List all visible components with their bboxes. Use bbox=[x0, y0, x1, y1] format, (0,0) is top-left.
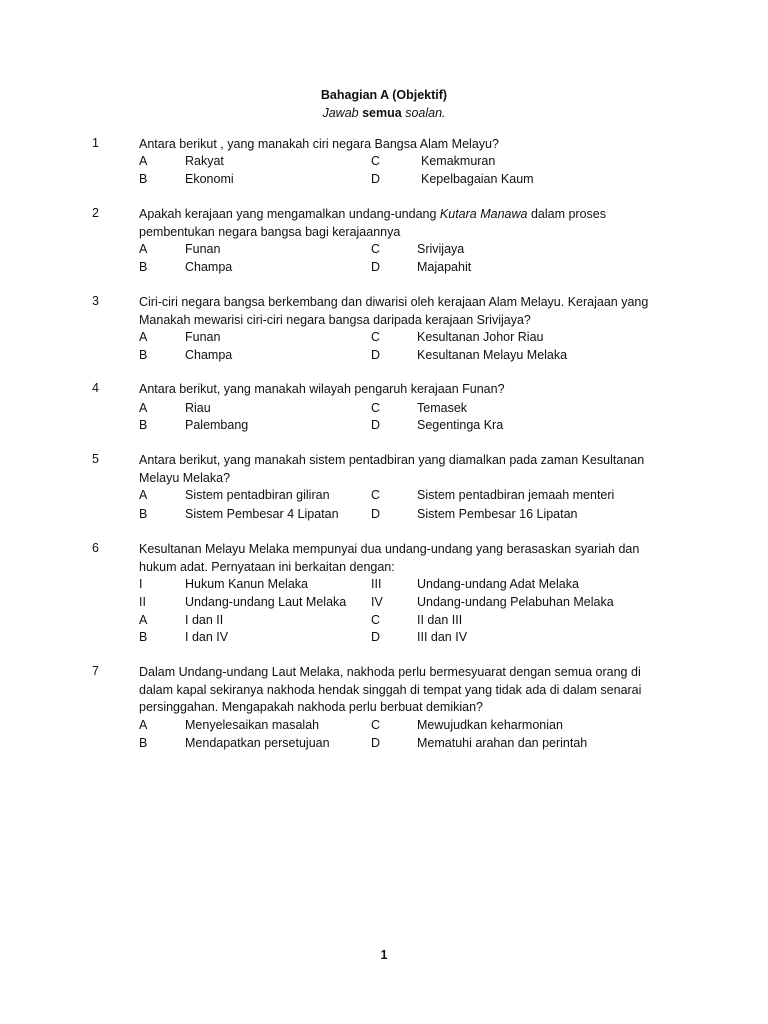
question-number: 1 bbox=[92, 136, 99, 150]
option-text: Hukum Kanun Melaka bbox=[185, 577, 308, 591]
stem-line: Dalam Undang-undang Laut Melaka, nakhoda perlu bermesyuarat dengan semua orang di bbox=[139, 665, 641, 679]
option-key: D bbox=[371, 418, 381, 432]
option-text: Majapahit bbox=[417, 260, 472, 274]
option-key: B bbox=[139, 418, 148, 432]
question-stem bbox=[139, 381, 679, 399]
option-key: B bbox=[139, 260, 148, 274]
option-row bbox=[0, 486, 768, 504]
option-key: II bbox=[139, 595, 146, 609]
option-row bbox=[0, 575, 768, 593]
option-key: A bbox=[139, 488, 148, 502]
question-number: 7 bbox=[92, 664, 99, 678]
option-key: D bbox=[371, 172, 381, 186]
option-key: A bbox=[139, 242, 148, 256]
option-text: Sistem Pembesar 16 Lipatan bbox=[417, 507, 578, 521]
option-text: Mewujudkan keharmonian bbox=[417, 718, 563, 732]
stem-line: dalam kapal sekiranya nakhoda hendak singgah di tempat yang tidak ada di dalam senarai bbox=[139, 682, 642, 697]
option-text: II dan III bbox=[417, 613, 463, 627]
option-text: Kesultanan Johor Riau bbox=[417, 330, 544, 344]
option-text: Funan bbox=[185, 330, 221, 344]
section-header bbox=[0, 86, 768, 122]
option-text: Ekonomi bbox=[185, 172, 234, 186]
option-text: Undang-undang Laut Melaka bbox=[185, 595, 347, 609]
option-key: B bbox=[139, 348, 148, 362]
stem-line: pembentukan negara bangsa bagi kerajaannya bbox=[139, 224, 401, 239]
option-key: B bbox=[139, 630, 148, 644]
stem-line: Antara berikut, yang manakah sistem pentadbiran yang diamalkan pada zaman Kesultanan bbox=[139, 453, 645, 467]
option-row bbox=[0, 328, 768, 346]
stem-line: hukum adat. Pernyataan ini berkaitan dengan: bbox=[139, 559, 395, 574]
option-row bbox=[0, 734, 768, 752]
question-stem bbox=[139, 452, 699, 487]
option-text: Champa bbox=[185, 260, 233, 274]
option-text: Temasek bbox=[417, 401, 468, 415]
stem-text: Apakah kerajaan yang mengamalkan undang-undang bbox=[139, 207, 440, 221]
option-text: I dan II bbox=[185, 613, 224, 627]
option-row bbox=[0, 505, 768, 523]
question-stem bbox=[139, 206, 679, 241]
question-stem bbox=[139, 294, 699, 329]
option-key: A bbox=[139, 330, 148, 344]
option-key: D bbox=[371, 348, 381, 362]
option-key: IV bbox=[371, 595, 383, 609]
option-row bbox=[0, 240, 768, 258]
option-row bbox=[0, 258, 768, 276]
stem-italic-term: Kutara Manawa bbox=[439, 207, 528, 221]
option-text: Champa bbox=[185, 348, 233, 362]
stem-line: Melayu Melaka? bbox=[139, 470, 231, 485]
option-row bbox=[0, 593, 768, 611]
question-number: 6 bbox=[92, 541, 99, 555]
stem-line: Antara berikut, yang manakah wilayah pengaruh kerajaan Funan? bbox=[139, 382, 505, 396]
option-key: C bbox=[371, 488, 381, 502]
option-key: C bbox=[371, 401, 381, 415]
option-text: III dan IV bbox=[417, 630, 468, 644]
option-key: A bbox=[139, 401, 148, 415]
option-text: Segentinga Kra bbox=[417, 418, 504, 432]
option-row bbox=[0, 399, 768, 417]
option-key: B bbox=[139, 507, 148, 521]
option-key: C bbox=[371, 718, 381, 732]
stem-line: Kesultanan Melayu Melaka mempunyai dua undang-undang yang berasaskan syariah dan bbox=[139, 542, 640, 556]
option-text: Kesultanan Melayu Melaka bbox=[417, 348, 568, 362]
option-key: D bbox=[371, 260, 381, 274]
option-key: C bbox=[371, 613, 381, 627]
option-key: D bbox=[371, 507, 381, 521]
stem-line: Manakah mewarisi ciri-ciri negara bangsa daripada kerajaan Srivijaya? bbox=[139, 312, 531, 327]
option-key: B bbox=[139, 172, 148, 186]
stem-text: dalam proses bbox=[527, 207, 606, 221]
question-number: 4 bbox=[92, 381, 99, 395]
option-text: Srivijaya bbox=[417, 242, 465, 256]
option-text: Kemakmuran bbox=[421, 154, 496, 168]
option-row bbox=[0, 170, 768, 188]
option-text: Rakyat bbox=[185, 154, 224, 168]
stem-line: Antara berikut , yang manakah ciri negara Bangsa Alam Melayu? bbox=[139, 137, 499, 151]
option-text: Kepelbagaian Kaum bbox=[421, 172, 534, 186]
option-row bbox=[0, 346, 768, 364]
option-text: Palembang bbox=[185, 418, 249, 432]
question-number: 2 bbox=[92, 206, 99, 220]
option-key: C bbox=[371, 242, 381, 256]
question-stem bbox=[139, 136, 679, 154]
option-text: Menyelesaikan masalah bbox=[185, 718, 320, 732]
instruction-bold: semua bbox=[362, 106, 402, 120]
option-row bbox=[0, 611, 768, 629]
option-key: C bbox=[371, 154, 381, 168]
option-key: III bbox=[371, 577, 382, 591]
option-key: I bbox=[139, 577, 143, 591]
question-stem bbox=[139, 664, 699, 717]
option-key: D bbox=[371, 736, 381, 750]
option-text: Undang-undang Pelabuhan Melaka bbox=[417, 595, 614, 609]
section-title: Bahagian A (Objektif) bbox=[320, 88, 448, 102]
option-text: I dan IV bbox=[185, 630, 229, 644]
option-text: Mendapatkan persetujuan bbox=[185, 736, 330, 750]
option-key: A bbox=[139, 613, 148, 627]
stem-line: Ciri-ciri negara bangsa berkembang dan diwarisi oleh kerajaan Alam Melayu. Kerajaan yang bbox=[139, 295, 649, 309]
stem-line: persinggahan. Mengapakah nakhoda perlu berbuat demikian? bbox=[139, 700, 484, 714]
option-text: Funan bbox=[185, 242, 221, 256]
instruction-pre: Jawab bbox=[322, 106, 359, 120]
option-key: C bbox=[371, 330, 381, 344]
option-key: A bbox=[139, 154, 148, 168]
question-number: 3 bbox=[92, 294, 99, 308]
option-row bbox=[0, 628, 768, 646]
question-stem bbox=[139, 541, 699, 576]
stem-line bbox=[139, 206, 679, 224]
option-text: Undang-undang Adat Melaka bbox=[417, 577, 579, 591]
option-text: Sistem Pembesar 4 Lipatan bbox=[185, 507, 339, 521]
option-text: Riau bbox=[185, 401, 211, 415]
option-key: B bbox=[139, 736, 148, 750]
option-key: D bbox=[371, 630, 381, 644]
question-number: 5 bbox=[92, 452, 99, 466]
option-text: Sistem pentadbiran giliran bbox=[185, 488, 330, 502]
option-text: Sistem pentadbiran jemaah menteri bbox=[417, 488, 615, 502]
option-row bbox=[0, 716, 768, 734]
option-row bbox=[0, 152, 768, 170]
option-text: Mematuhi arahan dan perintah bbox=[417, 736, 588, 750]
page-number: 1 bbox=[380, 948, 388, 962]
option-row bbox=[0, 416, 768, 434]
section-instruction bbox=[0, 104, 768, 122]
option-key: A bbox=[139, 718, 148, 732]
instruction-post: soalan. bbox=[405, 106, 446, 120]
